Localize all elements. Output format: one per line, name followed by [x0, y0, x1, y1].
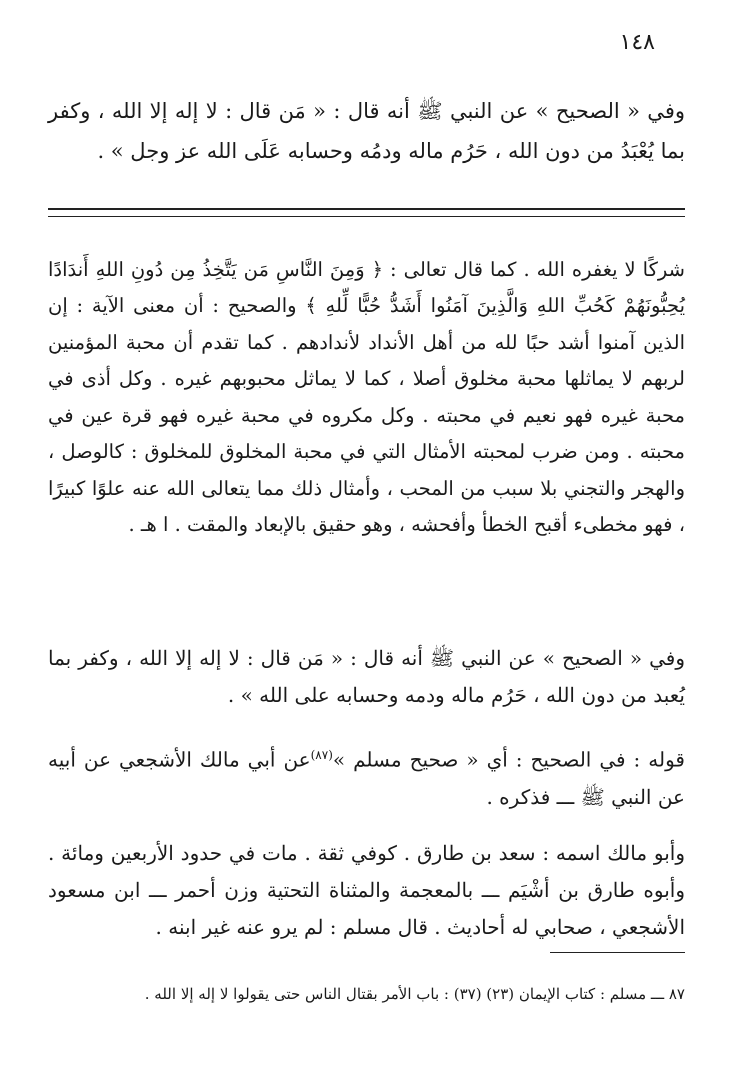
footnote-text: ٨٧ ـــ مسلم : كتاب الإيمان (٢٣) (٣٧) : باب الأمر بقتال الناس حتى يقولوا لا إله إلا الله . [144, 985, 685, 1003]
narrator-paragraph: وأبو مالك اسمه : سعد بن طارق . كوفي ثقة . مات في حدود الأربعين ومائة . وأبوه طارق بن أشْيَم ـــ بالمعجمة والمثناة التحتية وزن أحمر ـــ ابن مسعود الأشجعي ، صحابي له أحاديث . قال مسلم : لم يرو عنه غير ابنه . [48, 841, 685, 939]
commentary-paragraph: شركًا لا يغفره الله . كما قال تعالى : ﴿ وَمِنَ النَّاسِ مَن يَتَّخِذُ مِن دُونِ اللهِ أَندَادًا يُحِبُّونَهُمْ كَحُبِّ اللهِ وَالَّذِينَ آمَنُوا أَشَدُّ حُبًّا لِّلهِ ﴾ والصحيح : أن معنى الآية : إن الذين آمنوا أشد حبًا لله من أهل الأنداد لأندادهم . كما تقدم أن محبة المؤمنين لربهم لا يماثلها محبة مخلوق أصلا ، كما لا يماثل محبوبهم غيره . وكل أذى في محبة غيره فهو نعيم في محبته . وكل مكروه في محبة غيره فهو قرة عين في محبته . ومن ضرب لمحبته الأمثال التي في محبة المخلوق للمخلوق : كالوصل ، والهجر والتجني بلا سبب من المحب ، وأمثال ذلك مما يتعالى الله عنه علوًا كبيرًا ، فهو مخطىء أقبح الخطأ وأفحشه ، وهو حقيق بالإبعاد والمقت . ا هـ . [48, 257, 685, 536]
footnote-reference: (٨٧) [310, 748, 333, 762]
explanation-paragraph [48, 737, 685, 816]
double-separator-rule [48, 208, 685, 217]
explanation-text-end: عن أبي مالك الأشجعي عن أبيه عن النبي ﷺ ـــ فذكره . [48, 747, 685, 809]
hadith-paragraph: وفي « الصحيح » عن النبي ﷺ أنه قال : « مَن قال : لا إله إلا الله ، وكفر بما يُعبد من دون الله ، حَرُم ماله ودمه وحسابه على الله » . [48, 646, 685, 707]
explanation-text-start: قوله : في الصحيح : أي « صحيح مسلم » [332, 747, 685, 772]
top-hadith-paragraph: وفي « الصحيح » عن النبي ﷺ أنه قال : « مَن قال : لا إله إلا الله ، وكفر بما يُعْبَدُ من دون الله ، حَرُم ماله ودمُه وحسابه عَلَى الله عز وجل » . [48, 99, 685, 163]
footnote-separator [550, 952, 685, 953]
page-number: ١٤٨ [619, 30, 655, 55]
